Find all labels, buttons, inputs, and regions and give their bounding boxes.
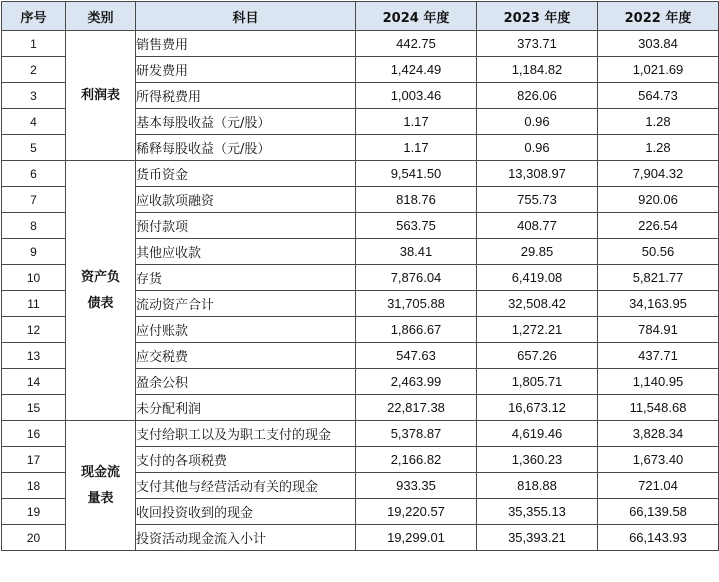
category-cell — [66, 421, 136, 551]
item-name: 支付其他与经营活动有关的现金 — [136, 473, 356, 499]
value-y2024: 547.63 — [356, 343, 477, 369]
item-name: 未分配利润 — [136, 395, 356, 421]
row-index: 18 — [2, 473, 66, 499]
row-index: 19 — [2, 499, 66, 525]
item-name: 应收款项融资 — [136, 187, 356, 213]
table-header-row — [2, 2, 719, 31]
value-y2022: 226.54 — [598, 213, 719, 239]
row-index: 20 — [2, 525, 66, 551]
row-index: 15 — [2, 395, 66, 421]
value-y2022: 721.04 — [598, 473, 719, 499]
value-y2024: 2,463.99 — [356, 369, 477, 395]
table-row — [2, 421, 719, 447]
value-y2022: 1,021.69 — [598, 57, 719, 83]
category-cell — [66, 161, 136, 421]
value-y2024: 38.41 — [356, 239, 477, 265]
item-name: 基本每股收益（元/股） — [136, 109, 356, 135]
row-index: 12 — [2, 317, 66, 343]
value-y2022: 66,139.58 — [598, 499, 719, 525]
value-y2024: 818.76 — [356, 187, 477, 213]
row-index: 6 — [2, 161, 66, 187]
value-y2022: 437.71 — [598, 343, 719, 369]
value-y2023: 1,272.21 — [477, 317, 598, 343]
value-y2022: 50.56 — [598, 239, 719, 265]
item-name: 流动资产合计 — [136, 291, 356, 317]
value-y2023: 6,419.08 — [477, 265, 598, 291]
value-y2023: 1,184.82 — [477, 57, 598, 83]
item-name: 销售费用 — [136, 31, 356, 57]
item-name: 应付账款 — [136, 317, 356, 343]
item-name: 研发费用 — [136, 57, 356, 83]
value-y2022: 7,904.32 — [598, 161, 719, 187]
item-name: 应交税费 — [136, 343, 356, 369]
row-index: 9 — [2, 239, 66, 265]
financial-data-table — [1, 1, 719, 551]
value-y2023: 826.06 — [477, 83, 598, 109]
value-y2023: 755.73 — [477, 187, 598, 213]
item-name: 支付给职工以及为职工支付的现金 — [136, 421, 356, 447]
row-index: 7 — [2, 187, 66, 213]
value-y2024: 22,817.38 — [356, 395, 477, 421]
item-name: 盈余公积 — [136, 369, 356, 395]
header-idx: 序号 — [2, 2, 66, 31]
header-category: 类别 — [66, 2, 136, 31]
row-index: 2 — [2, 57, 66, 83]
category-label-line: 量表 — [87, 490, 114, 506]
value-y2023: 32,508.42 — [477, 291, 598, 317]
row-index: 5 — [2, 135, 66, 161]
row-index: 13 — [2, 343, 66, 369]
item-name: 货币资金 — [136, 161, 356, 187]
row-index: 1 — [2, 31, 66, 57]
item-name: 预付款项 — [136, 213, 356, 239]
value-y2023: 29.85 — [477, 239, 598, 265]
item-name: 收回投资收到的现金 — [136, 499, 356, 525]
row-index: 14 — [2, 369, 66, 395]
value-y2022: 1.28 — [598, 109, 719, 135]
value-y2024: 1,866.67 — [356, 317, 477, 343]
value-y2023: 13,308.97 — [477, 161, 598, 187]
value-y2024: 9,541.50 — [356, 161, 477, 187]
row-index: 10 — [2, 265, 66, 291]
value-y2024: 563.75 — [356, 213, 477, 239]
category-label-line: 现金流 — [80, 464, 120, 480]
value-y2022: 564.73 — [598, 83, 719, 109]
item-name: 稀释每股收益（元/股） — [136, 135, 356, 161]
header-2024: 2024 年度 — [356, 2, 477, 31]
category-label-line: 债表 — [87, 295, 114, 311]
value-y2024: 1.17 — [356, 109, 477, 135]
item-name: 存货 — [136, 265, 356, 291]
value-y2022: 1,673.40 — [598, 447, 719, 473]
value-y2022: 11,548.68 — [598, 395, 719, 421]
value-y2023: 4,619.46 — [477, 421, 598, 447]
value-y2024: 31,705.88 — [356, 291, 477, 317]
header-item: 科目 — [136, 2, 356, 31]
row-index: 17 — [2, 447, 66, 473]
category-label-line: 资产负 — [80, 269, 120, 285]
category-label-line: 利润表 — [80, 87, 120, 103]
row-index: 8 — [2, 213, 66, 239]
value-y2023: 657.26 — [477, 343, 598, 369]
value-y2023: 0.96 — [477, 109, 598, 135]
category-cell — [66, 31, 136, 161]
value-y2024: 1,424.49 — [356, 57, 477, 83]
table-row — [2, 161, 719, 187]
value-y2022: 303.84 — [598, 31, 719, 57]
item-name: 投资活动现金流入小计 — [136, 525, 356, 551]
value-y2023: 373.71 — [477, 31, 598, 57]
item-name: 所得税费用 — [136, 83, 356, 109]
value-y2023: 0.96 — [477, 135, 598, 161]
value-y2024: 7,876.04 — [356, 265, 477, 291]
value-y2024: 2,166.82 — [356, 447, 477, 473]
row-index: 4 — [2, 109, 66, 135]
value-y2022: 1,140.95 — [598, 369, 719, 395]
header-2023: 2023 年度 — [477, 2, 598, 31]
item-name: 其他应收款 — [136, 239, 356, 265]
value-y2023: 35,355.13 — [477, 499, 598, 525]
value-y2022: 5,821.77 — [598, 265, 719, 291]
value-y2023: 1,805.71 — [477, 369, 598, 395]
value-y2023: 408.77 — [477, 213, 598, 239]
table-body — [2, 31, 719, 551]
value-y2022: 34,163.95 — [598, 291, 719, 317]
value-y2022: 920.06 — [598, 187, 719, 213]
value-y2024: 19,299.01 — [356, 525, 477, 551]
table-row — [2, 31, 719, 57]
value-y2024: 442.75 — [356, 31, 477, 57]
item-name: 支付的各项税费 — [136, 447, 356, 473]
value-y2023: 35,393.21 — [477, 525, 598, 551]
row-index: 3 — [2, 83, 66, 109]
value-y2022: 784.91 — [598, 317, 719, 343]
value-y2024: 933.35 — [356, 473, 477, 499]
value-y2022: 1.28 — [598, 135, 719, 161]
row-index: 11 — [2, 291, 66, 317]
value-y2024: 5,378.87 — [356, 421, 477, 447]
value-y2023: 1,360.23 — [477, 447, 598, 473]
row-index: 16 — [2, 421, 66, 447]
value-y2023: 16,673.12 — [477, 395, 598, 421]
value-y2023: 818.88 — [477, 473, 598, 499]
header-2022: 2022 年度 — [598, 2, 719, 31]
value-y2024: 1,003.46 — [356, 83, 477, 109]
value-y2024: 19,220.57 — [356, 499, 477, 525]
value-y2024: 1.17 — [356, 135, 477, 161]
value-y2022: 3,828.34 — [598, 421, 719, 447]
value-y2022: 66,143.93 — [598, 525, 719, 551]
